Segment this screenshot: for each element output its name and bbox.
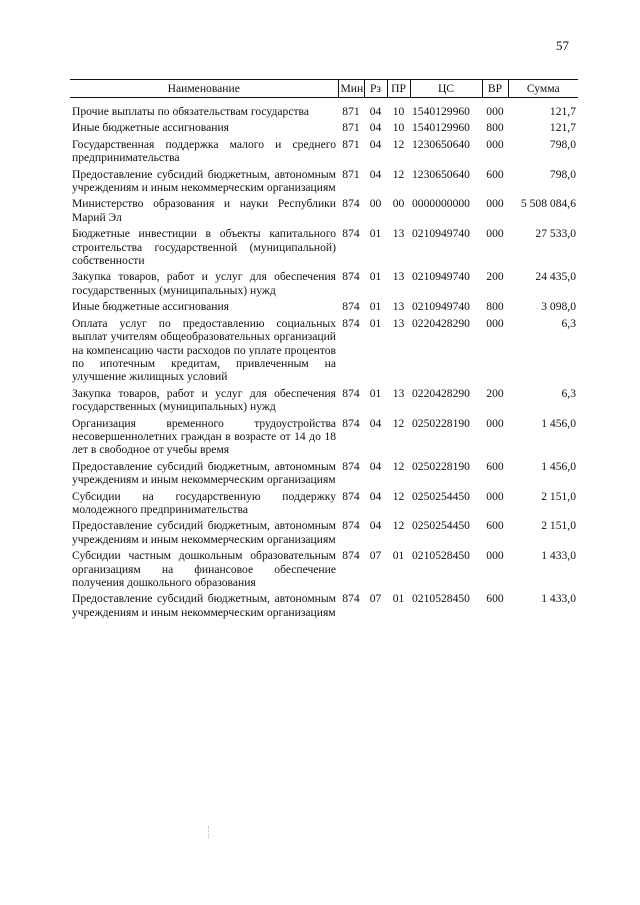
row-vr: 000 [486,197,504,211]
row-vr: 000 [486,227,504,241]
row-name: Субсидии на государственную поддержку молодежного предпринимательства [72,489,336,516]
row-rz: 04 [369,459,382,473]
row-sum: 1 456,0 [541,459,576,473]
row-cs: 0210528450 [412,592,470,606]
table-row [70,387,578,417]
row-sum: 6,3 [561,316,576,330]
row-vr: 800 [486,300,504,314]
row-rz: 01 [369,300,382,314]
table-header [70,80,578,98]
row-pr: 00 [392,197,405,211]
row-name: Иные бюджетные ассигнования [72,121,229,135]
row-pr: 01 [392,549,405,563]
header-sum: Сумма [508,80,578,98]
row-cs: 0210949740 [412,227,470,241]
table-row [70,317,578,387]
row-name: Закупка товаров, работ и услуг для обеспечения государственных (муниципальных) нужд [72,386,336,414]
row-cs: 1230650640 [412,137,470,151]
table-row [70,549,578,592]
header-pr: ПР [387,80,410,98]
row-cs: 1540129960 [412,121,470,135]
row-rz: 00 [369,197,382,211]
row-min: 871 [342,121,360,135]
row-min: 871 [342,167,360,181]
row-vr: 600 [486,167,504,181]
row-rz: 01 [369,386,382,400]
row-rz: 01 [369,227,382,241]
row-rz: 04 [369,105,382,118]
row-pr: 12 [392,167,405,181]
row-pr: 12 [392,489,405,503]
table-row [70,197,578,227]
row-min: 871 [342,105,360,118]
page-number: 57 [556,38,569,53]
row-pr: 13 [392,300,405,314]
row-vr: 600 [486,459,504,473]
row-name: Организация временного трудоустройства несовершеннолетних граждан в возрасте от 14 до 18 лет в свободное от учебы время [72,416,336,457]
row-sum: 24 435,0 [535,270,576,284]
row-name: Бюджетные инвестиции в объекты капитального строительства государственной (муниципальной) собственности [72,227,336,268]
row-min: 874 [342,519,360,533]
row-min: 874 [342,459,360,473]
row-pr: 01 [392,592,405,606]
row-name: Иные бюджетные ассигнования [72,300,229,314]
scan-artifact [208,826,210,838]
row-min: 871 [342,137,360,151]
row-cs: 1540129960 [412,105,470,118]
row-pr: 12 [392,137,405,151]
row-sum: 1 456,0 [541,416,576,430]
row-rz: 04 [369,519,382,533]
row-min: 874 [342,227,360,241]
row-cs: 0000000000 [412,197,470,211]
header-vr: ВР [482,80,508,98]
header-rz: Рз [364,80,387,98]
row-sum: 798,0 [549,167,576,181]
table-row [70,121,578,137]
row-min: 874 [342,316,360,330]
row-pr: 12 [392,519,405,533]
row-vr: 200 [486,386,504,400]
row-min: 874 [342,197,360,211]
row-rz: 07 [369,549,382,563]
row-sum: 5 508 084,6 [520,197,576,211]
row-vr: 000 [486,105,504,118]
table-row [70,490,578,520]
row-cs: 0250254450 [412,519,470,533]
row-cs: 0250228190 [412,459,470,473]
table-row [70,168,578,198]
row-pr: 13 [392,227,405,241]
row-pr: 10 [392,105,405,118]
row-vr: 000 [486,416,504,430]
row-min: 874 [342,300,360,314]
row-cs: 1230650640 [412,167,470,181]
budget-table [70,79,578,622]
header-row [70,80,578,98]
row-name: Государственная поддержка малого и среднего предпринимательства [72,137,336,165]
row-sum: 798,0 [549,137,576,151]
row-cs: 0250254450 [412,489,470,503]
table-row [70,270,578,300]
table-body [70,98,578,623]
table-row [70,460,578,490]
row-vr: 000 [486,489,504,503]
row-name: Предоставление субсидий бюджетным, автономным учреждениям и иным некоммерческим организациям [72,459,336,487]
row-rz: 01 [369,270,382,284]
row-pr: 12 [392,459,405,473]
row-rz: 04 [369,489,382,503]
row-vr: 000 [486,549,504,563]
row-sum: 1 433,0 [541,592,576,606]
table-row [70,98,578,122]
row-cs: 0210949740 [412,270,470,284]
row-sum: 121,7 [549,105,576,118]
row-name: Предоставление субсидий бюджетным, автономным учреждениям и иным некоммерческим организациям [72,519,336,546]
row-vr: 000 [486,316,504,330]
row-sum: 121,7 [549,121,576,135]
row-cs: 0210528450 [412,549,470,563]
row-sum: 3 098,0 [541,300,576,314]
row-name: Оплата услуг по предоставлению социальных выплат учителям общеобразовательных организаций на компенсацию части расходов по уплате процентов по ипотечным кредитам, привлеченным на улучшение жилищных условий [72,316,336,384]
row-sum: 6,3 [561,386,576,400]
table-row [70,519,578,549]
table-row [70,227,578,270]
row-rz: 07 [369,592,382,606]
row-rz: 04 [369,137,382,151]
row-sum: 2 151,0 [541,489,576,503]
row-name: Предоставление субсидий бюджетным, автономным учреждениям и иным некоммерческим организациям [72,167,336,195]
row-sum: 2 151,0 [541,519,576,533]
row-vr: 000 [486,137,504,151]
row-cs: 0220428290 [412,316,470,330]
row-pr: 13 [392,386,405,400]
row-rz: 04 [369,167,382,181]
row-name: Закупка товаров, работ и услуг для обеспечения государственных (муниципальных) нужд [72,270,336,297]
row-min: 874 [342,489,360,503]
row-min: 874 [342,386,360,400]
table-row [70,417,578,460]
row-name: Субсидии частным дошкольным образовательным организациям на финансовое обеспечение получения дошкольного образования [72,549,336,589]
row-rz: 04 [369,121,382,135]
row-min: 874 [342,549,360,563]
row-vr: 800 [486,121,504,135]
row-pr: 12 [392,416,405,430]
row-sum: 1 433,0 [541,549,576,563]
row-vr: 600 [486,592,504,606]
row-vr: 600 [486,519,504,533]
row-min: 874 [342,416,360,430]
row-min: 874 [342,592,360,606]
row-pr: 10 [392,121,405,135]
table-row [70,300,578,316]
row-sum: 27 533,0 [535,227,576,241]
row-pr: 13 [392,316,405,330]
row-rz: 01 [369,316,382,330]
row-pr: 13 [392,270,405,284]
row-name: Предоставление субсидий бюджетным, автономным учреждениям и иным некоммерческим организациям [72,592,336,619]
header-name: Наименование [70,80,338,98]
row-min: 874 [342,270,360,284]
header-min: Мин [338,80,364,98]
row-vr: 200 [486,270,504,284]
row-cs: 0220428290 [412,386,470,400]
budget-table-container [70,79,576,622]
row-name: Министерство образования и науки Республики Марий Эл [72,197,336,224]
row-cs: 0210949740 [412,300,470,314]
table-row [70,592,578,622]
table-row [70,138,578,168]
row-name: Прочие выплаты по обязательствам государства [72,105,309,118]
row-rz: 04 [369,416,382,430]
header-cs: ЦС [410,80,482,98]
row-cs: 0250228190 [412,416,470,430]
